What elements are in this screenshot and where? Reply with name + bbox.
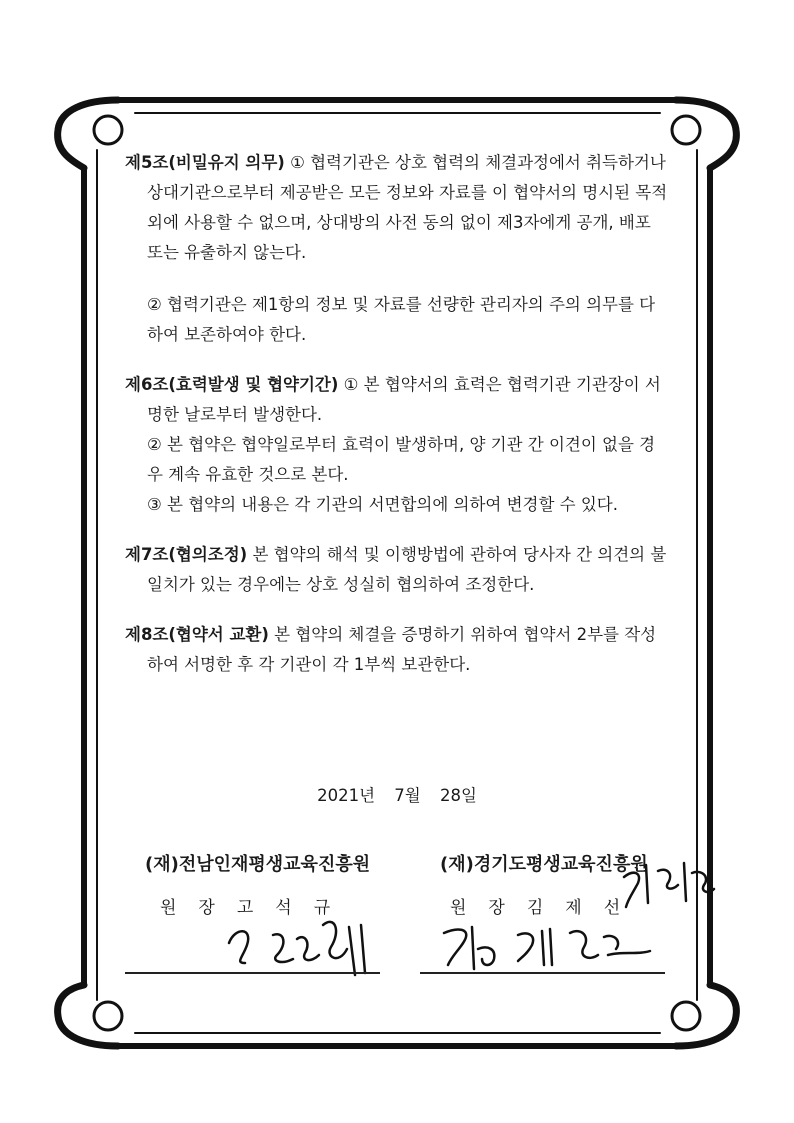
article-6-clause-2: ② 본 협약은 협약일로부터 효력이 발생하며, 양 기관 간 이견이 없을 경우 계속 유효한 것으로 본다. xyxy=(147,435,656,484)
left-organization: (재)전남인재평생교육진흥원 xyxy=(145,854,371,875)
article-8 xyxy=(125,620,670,680)
article-5 xyxy=(125,148,670,350)
agreement-date: 2021년 7월 28일 xyxy=(317,786,477,805)
article-6-clause-3: ③ 본 협약의 내용은 각 기관의 서면합의에 의하여 변경할 수 있다. xyxy=(147,495,618,514)
agreement-body xyxy=(125,148,670,680)
article-8-body: 본 협약의 체결을 증명하기 위하여 협약서 2부를 작성하여 서명한 후 각 기관이 각 1부씩 보관한다. xyxy=(147,625,657,674)
article-5-clause-1: ① 협력기관은 상호 협력의 체결과정에서 취득하거나 상대기관으로부터 제공받은 모든 정보와 자료를 이 협약서의 명시된 목적 외에 사용할 수 없으며, 상대방의 사전 동의 없이 제3자에게 공개, 배포 또는 유출하지 않는다. xyxy=(147,153,668,262)
article-7-heading: 제7조(협의조정) xyxy=(125,545,248,564)
left-signatory-title-name: 원장고석규 xyxy=(160,898,353,918)
right-signatory-title-name: 원장김제선 xyxy=(450,898,643,918)
left-signature-line xyxy=(125,972,380,974)
article-8-heading: 제8조(협약서 교환) xyxy=(125,625,269,644)
article-7-body: 본 협약의 해석 및 이행방법에 관하여 당사자 간 의견의 불일치가 있는 경우에는 상호 성실히 협의하여 조정한다. xyxy=(147,545,667,594)
right-signature-line xyxy=(420,972,665,974)
right-handwritten-signature xyxy=(438,915,668,975)
article-7 xyxy=(125,540,670,600)
article-6 xyxy=(125,370,670,520)
article-5-clause-2: ② 협력기관은 제1항의 정보 및 자료를 선량한 관리자의 주의 의무를 다하여 보존하여야 한다. xyxy=(147,295,656,344)
article-6-clause-1: ① 본 협약서의 효력은 협력기관 기관장이 서명한 날로부터 발생한다. xyxy=(147,375,661,424)
right-handwritten-signature-extra xyxy=(618,855,718,915)
article-5-heading: 제5조(비밀유지 의무) xyxy=(125,153,285,172)
right-organization: (재)경기도평생교육진흥원 xyxy=(440,854,648,875)
article-6-heading: 제6조(효력발생 및 협약기간) xyxy=(125,375,339,394)
